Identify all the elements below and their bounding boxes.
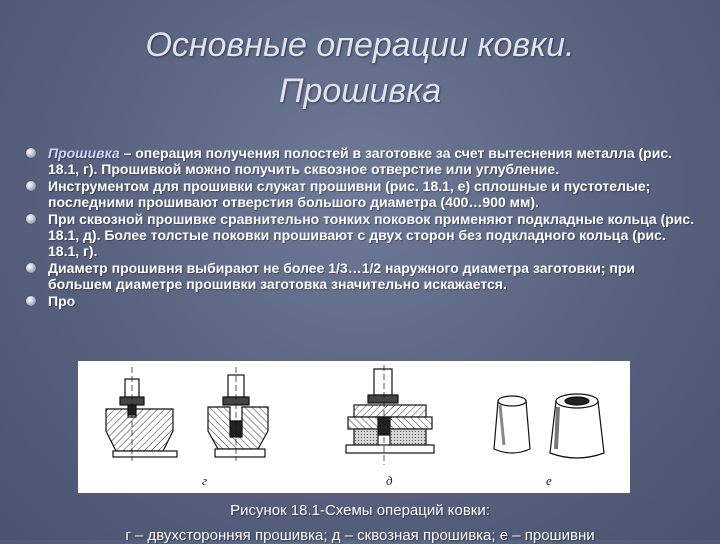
figure-caption-title: Рисунок 18.1-Схемы операций ковки: xyxy=(230,502,490,519)
bullet-term: Прошивка xyxy=(48,145,120,161)
forging-figure xyxy=(78,361,630,493)
punches xyxy=(494,394,604,458)
bullet-text: Диаметр прошивня выбирают не более 1/3…1/2 наружного диаметра заготовки; при большем диаметре прошивки заготовка значительно искажается. xyxy=(48,260,635,292)
bullet-text: Инструментом для прошивки служат прошивни (рис. 18.1, е) сплошные и пустотелые; последними прошивают отверстия большого диаметра (400…900 мм). xyxy=(48,178,651,210)
bullet-item xyxy=(26,145,698,177)
figure-label-d: д xyxy=(386,473,393,488)
slide-title xyxy=(0,22,720,114)
piercing-stage-2 xyxy=(208,367,268,461)
through-piercing xyxy=(346,365,434,465)
bullet-icon xyxy=(26,263,36,273)
figure-label-g: г xyxy=(202,473,208,488)
figure-label-e: е xyxy=(546,473,552,488)
bullet-item xyxy=(26,211,698,259)
bullet-list xyxy=(26,145,698,310)
bullet-item xyxy=(26,293,698,309)
bullet-item xyxy=(26,178,698,210)
bullet-text: – операция получения полостей в заготовке за счет вытеснения металла (рис. 18.1, г). Прошивкой можно получить сквозное отверстие или углубление. xyxy=(48,145,673,177)
figure-caption-legend: г – двухсторонняя прошивка; д – сквозная прошивка; е – прошивни xyxy=(125,527,595,544)
bullet-text: При сквозной прошивке сравнительно тонких поковок применяют подкладные кольца (рис. 18.1, д). Более толстые поковки прошивают с двух сторон без подкладного кольца (рис. 18.1, г). xyxy=(48,211,695,259)
bullet-icon xyxy=(26,181,36,191)
bullet-icon xyxy=(26,148,36,158)
bullet-icon xyxy=(26,214,36,224)
bullet-icon xyxy=(26,296,36,306)
piercing-stage-1 xyxy=(106,367,177,461)
slide-title-line2: Прошивка xyxy=(278,72,442,110)
bullet-item xyxy=(26,260,698,292)
bullet-text: Про xyxy=(48,293,76,309)
slide-title-line1: Основные операции ковки. xyxy=(145,26,575,64)
